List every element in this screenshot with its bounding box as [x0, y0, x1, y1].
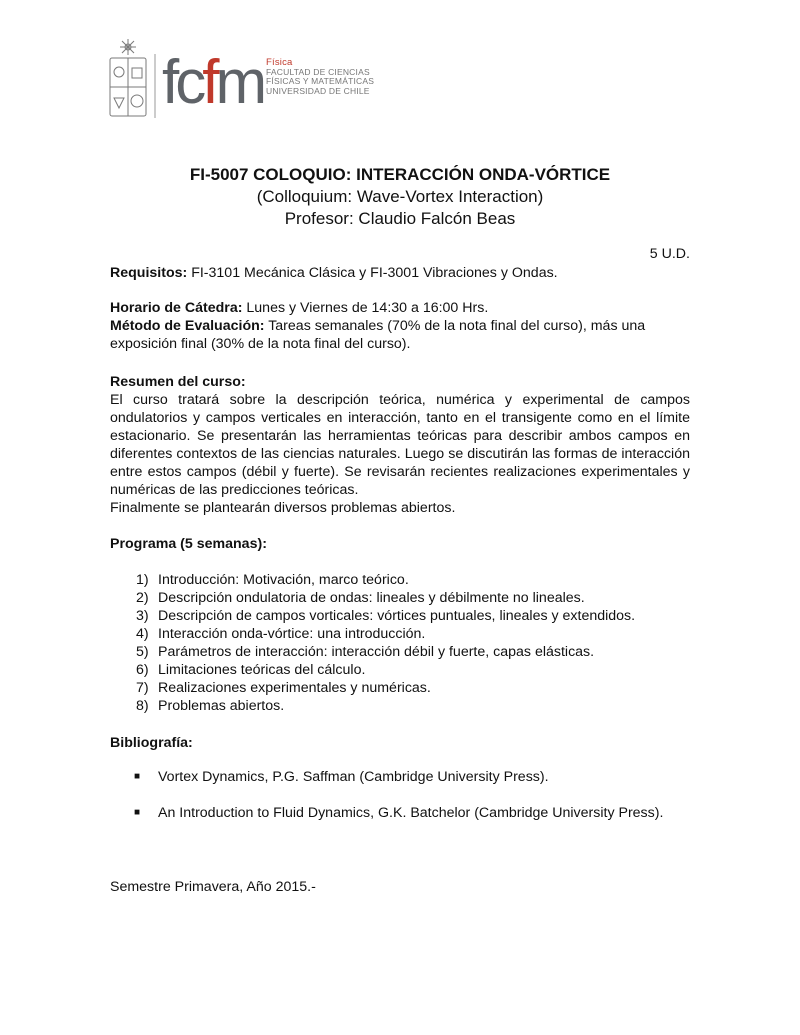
list-item: 2) Descripción ondulatoria de ondas: lineales y débilmente no lineales.: [136, 590, 585, 606]
metodo: [110, 317, 690, 353]
wordmark-f-red: f: [202, 48, 216, 117]
bullet-icon: ■: [134, 771, 141, 782]
horario: [110, 299, 690, 317]
faculty-line-3: FÍSICAS Y MATEMÁTICAS: [266, 76, 375, 86]
bullet-icon: ■: [134, 807, 141, 818]
title-block: [110, 164, 690, 230]
requisitos: [110, 264, 690, 282]
metodo-label: Método de Evaluación:: [110, 318, 265, 334]
horario-label: Horario de Cátedra:: [110, 300, 243, 316]
resumen-closing: Finalmente se plantearán diversos problemas abiertos.: [110, 500, 456, 516]
resumen-section: [110, 373, 690, 517]
course-subtitle: (Colloquium: Wave-Vortex Interaction): [256, 187, 544, 206]
schedule-section: [110, 299, 690, 353]
resumen-label: Resumen del curso:: [110, 374, 246, 390]
list-item: 5) Parámetros de interacción: interacción débil y fuerte, capas elásticas.: [136, 644, 595, 660]
list-item: 1) Introducción: Motivación, marco teórico.: [136, 572, 409, 588]
course-professor: Profesor: Claudio Falcón Beas: [284, 209, 516, 228]
list-item: 8) Problemas abiertos.: [136, 698, 285, 714]
course-title: FI-5007 COLOQUIO: INTERACCIÓN ONDA-VÓRTICE: [189, 165, 611, 184]
resumen-text: El curso tratará sobre la descripción teórica, numérica y experimental de campos ondulatorios y campos verticales en interacción, tanto en el transigente como en el límite estacionario. Se presentarán las herramientas teóricas para describir ambos campos en diferentes contextos de las ciencias naturales. Luego se discutirán las formas de interacción entre estos campos (débil y fuerte). Se revisarán recientes realizaciones experimentales y numéricas de las predicciones teóricas.: [110, 392, 690, 498]
horario-value: Lunes y Viernes de 14:30 a 16:00 Hrs.: [242, 300, 489, 316]
fcfm-wordmark: [162, 48, 263, 118]
bibliografia-list: [110, 768, 690, 840]
faculty-text: [266, 58, 374, 96]
wordmark-m: m: [215, 48, 264, 117]
metodo-value: Tareas semanales (70% de la nota final del curso), más una exposición final (30% de la nota final del curso).: [110, 318, 646, 352]
list-item: ■ An Introduction to Fluid Dynamics, G.K. Batchelor (Cambridge University Press).: [134, 805, 664, 821]
requisitos-value: FI-3101 Mecánica Clásica y FI-3001 Vibraciones y Ondas.: [187, 265, 558, 281]
bibliografia-label: Bibliografía:: [110, 735, 193, 751]
list-item: ■ Vortex Dynamics, P.G. Saffman (Cambridge University Press).: [134, 769, 549, 785]
list-item: 6) Limitaciones teóricas del cálculo.: [136, 662, 366, 678]
course-units: 5 U.D.: [649, 246, 690, 262]
list-item: 3) Descripción de campos vorticales: vórtices puntuales, lineales y extendidos.: [136, 608, 636, 624]
semestre: Semestre Primavera, Año 2015.-: [110, 879, 316, 895]
list-item: 7) Realizaciones experimentales y numéricas.: [136, 680, 431, 696]
requisitos-label: Requisitos:: [110, 265, 188, 281]
faculty-line-2: FACULTAD DE CIENCIAS: [266, 66, 370, 77]
bibliografia-heading: [110, 734, 690, 752]
fcfm-logo: [108, 38, 398, 122]
wordmark-fc: fc: [162, 48, 203, 117]
programa-list: [110, 571, 690, 715]
programa-heading: [110, 535, 690, 553]
list-item: 4) Interacción onda-vórtice: una introducción.: [136, 626, 426, 642]
faculty-line-4: UNIVERSIDAD DE CHILE: [266, 85, 370, 96]
programa-label: Programa (5 semanas):: [110, 536, 267, 552]
faculty-department: Física: [266, 57, 293, 68]
